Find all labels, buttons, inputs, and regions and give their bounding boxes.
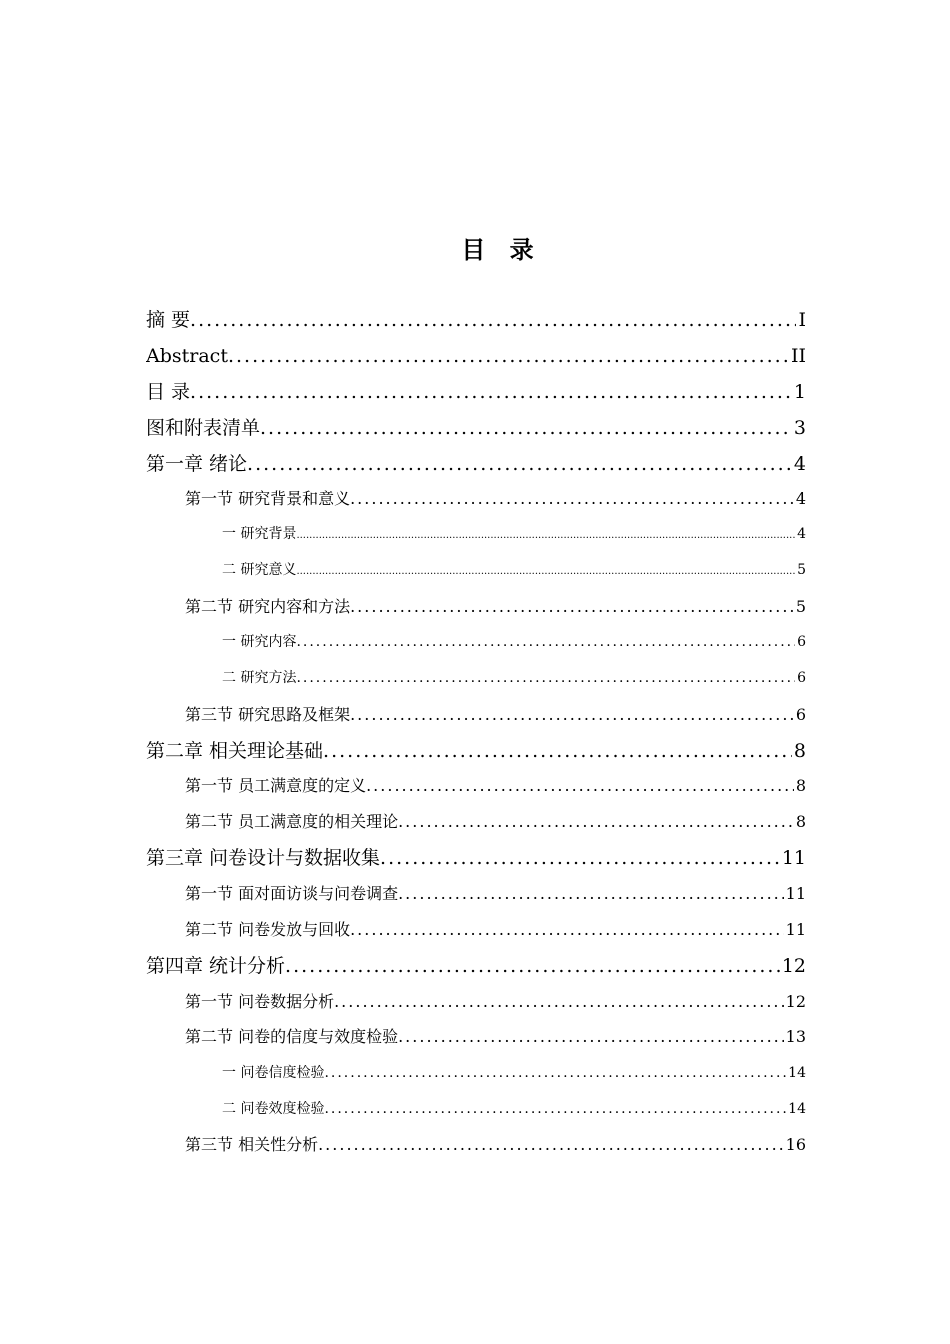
toc-entry-chapter-1[interactable] (146, 451, 806, 477)
toc-entry-contents[interactable] (146, 379, 806, 405)
toc-leader (296, 561, 795, 581)
toc-page-number: 8 (795, 776, 806, 795)
toc-label: 二 研究意义 (222, 562, 297, 578)
toc-leader (323, 738, 792, 764)
toc-entry-figures-tables[interactable] (146, 415, 806, 441)
toc-entry-3-2[interactable] (185, 918, 806, 942)
toc-entry-abstract-cn[interactable] (146, 307, 806, 333)
toc-page-number: 4 (793, 453, 806, 475)
toc-leader (350, 487, 794, 511)
toc-leader (296, 525, 795, 545)
toc-page-number: 4 (797, 526, 806, 542)
toc-page-number: II (790, 345, 806, 367)
toc-leader (228, 343, 789, 369)
toc-leader (324, 1062, 786, 1084)
toc-label: 二 研究方法 (222, 670, 297, 686)
toc-entry-3-1[interactable] (185, 882, 806, 906)
toc-leader (324, 1098, 786, 1120)
toc-leader (366, 774, 794, 798)
toc-page-number: 12 (781, 955, 806, 977)
toc-entry-chapter-3[interactable] (146, 845, 806, 871)
toc-label: 第二章 相关理论基础 (146, 740, 324, 762)
toc-label: 第二节 问卷的信度与效度检验 (185, 1027, 399, 1046)
toc-label: 一 研究内容 (222, 634, 297, 650)
toc-entry-chapter-2[interactable] (146, 738, 806, 764)
toc-label: 第一节 员工满意度的定义 (185, 776, 367, 795)
toc-page-number: 4 (795, 489, 806, 508)
toc-label: 第三节 相关性分析 (185, 1135, 319, 1154)
toc-label: 一 问卷信度检验 (222, 1065, 325, 1081)
toc-page-number: 11 (785, 920, 806, 939)
toc-label: 第三节 研究思路及框架 (185, 705, 351, 724)
toc-label: 第一节 研究背景和意义 (185, 489, 351, 508)
toc-leader (247, 451, 792, 477)
toc-entry-4-2[interactable] (185, 1025, 806, 1049)
toc-page-number: 12 (785, 992, 806, 1011)
toc-leader (350, 595, 794, 619)
toc-entry-4-1[interactable] (185, 990, 806, 1014)
toc-label: Abstract (146, 345, 228, 367)
toc-label: 二 问卷效度检验 (222, 1101, 325, 1117)
toc-label: 第二节 研究内容和方法 (185, 597, 351, 616)
toc-label: 图和附表清单 (146, 417, 261, 439)
toc-entry-4-3[interactable] (185, 1133, 806, 1157)
toc-page-number: 11 (781, 847, 806, 869)
toc-page-number: 6 (797, 670, 806, 686)
toc-entry-chapter-4[interactable] (146, 953, 806, 979)
toc-leader (318, 1133, 784, 1157)
toc-page-number: 5 (797, 562, 806, 578)
toc-leader (398, 882, 784, 906)
toc-page-number: 5 (795, 597, 806, 616)
toc-page-number: 3 (793, 417, 806, 439)
toc-entry-1-1-2[interactable] (222, 559, 806, 581)
toc-leader (296, 631, 795, 653)
toc-label: 第一节 问卷数据分析 (185, 992, 335, 1011)
toc-leader (285, 953, 780, 979)
toc-entry-abstract-en[interactable] (146, 343, 806, 369)
toc-leader (380, 845, 780, 871)
toc-entry-1-1[interactable] (185, 487, 806, 511)
toc-entry-1-2[interactable] (185, 595, 806, 619)
toc-entry-2-1[interactable] (185, 774, 806, 798)
toc-entry-1-2-1[interactable] (222, 631, 806, 653)
toc-leader (398, 1025, 784, 1049)
toc-page-number: 14 (788, 1065, 806, 1081)
toc-page-number: I (798, 309, 806, 331)
toc-leader (334, 990, 784, 1014)
toc-label: 第三章 问卷设计与数据收集 (146, 847, 381, 869)
toc-entry-1-1-1[interactable] (222, 523, 806, 545)
toc-label: 摘 要 (146, 309, 191, 331)
toc-leader (190, 307, 796, 333)
toc-label: 第四章 统计分析 (146, 955, 286, 977)
toc-entry-4-2-2[interactable] (222, 1098, 806, 1120)
toc-leader (296, 667, 795, 689)
toc-label: 目 录 (146, 381, 191, 403)
toc-entry-1-3[interactable] (185, 703, 806, 727)
toc-leader (190, 379, 792, 405)
toc-page-number: 16 (785, 1135, 806, 1154)
toc-leader (350, 703, 794, 727)
toc-page-number: 6 (797, 634, 806, 650)
toc-page-number: 1 (793, 381, 806, 403)
toc-label: 第二节 员工满意度的相关理论 (185, 812, 399, 831)
toc-entry-1-2-2[interactable] (222, 667, 806, 689)
toc-leader (398, 810, 794, 834)
toc-entry-2-2[interactable] (185, 810, 806, 834)
toc-page-number: 11 (785, 884, 806, 903)
toc-leader (260, 415, 792, 441)
page-title: 目 录 (461, 236, 542, 264)
toc-label: 第二节 问卷发放与回收 (185, 920, 351, 939)
toc-label: 第一章 绪论 (146, 453, 248, 475)
toc-leader (350, 918, 784, 942)
toc-label: 一 研究背景 (222, 526, 297, 542)
toc-label: 第一节 面对面访谈与问卷调查 (185, 884, 399, 903)
toc-page-number: 8 (795, 812, 806, 831)
toc-page-number: 8 (793, 740, 806, 762)
toc-page-number: 13 (785, 1027, 806, 1046)
toc-page-number: 14 (788, 1101, 806, 1117)
toc-entry-4-2-1[interactable] (222, 1062, 806, 1084)
toc-page-number: 6 (795, 705, 806, 724)
